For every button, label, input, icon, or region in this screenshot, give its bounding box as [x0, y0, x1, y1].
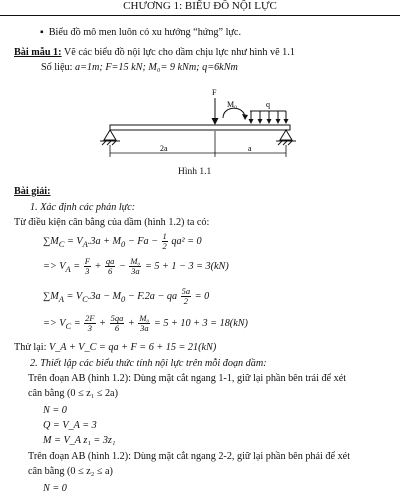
- bullet-line: [40, 27, 241, 38]
- bullet-icon: ▪: [40, 27, 44, 38]
- example-text: Vẽ các biểu đồ nội lực cho dầm chịu lực như hình vẽ 1.1: [61, 47, 295, 58]
- segment2-range: cân bằng (0 ≤ z₂ ≤ a): [28, 466, 113, 477]
- equilibrium-intro: Từ điều kiện cân bằng của dầm (hình 1.2) ta có:: [14, 217, 210, 228]
- force-F-arrowhead: [212, 118, 219, 125]
- step2-heading: 2. Thiết lập các biểu thức tính nội lực trên mỗi đoạn dầm:: [30, 358, 267, 369]
- check-line: Thử lại: V_A + V_C = qa + F = 6 + 15 = 21(kN): [14, 342, 217, 353]
- moment-M0-arc: [223, 108, 245, 118]
- label-q: q: [266, 100, 270, 109]
- segment2-N: N = 0: [43, 483, 67, 494]
- dimension-lines: [110, 131, 286, 157]
- segment1-N: N = 0: [43, 405, 67, 416]
- equation-sum-mc: $\sum M_C = V_A.3a + M_0 - Fa$ − $\frac{1}{2}$ qa² = 0: [43, 231, 202, 251]
- q-load-arrows: [249, 111, 289, 124]
- segment1-Q: Q = V_A = 3: [43, 420, 97, 431]
- beam: [110, 125, 290, 130]
- figure-caption: Hình 1.1: [178, 167, 212, 177]
- data-values: a=1m; F=15 kN; M₀= 9 kNm; q=6kNm: [74, 62, 238, 73]
- dim-a: a: [248, 144, 252, 153]
- example-data: [41, 62, 238, 73]
- bullet-text: Biểu đồ mô men luôn có xu hướng “hứng” lực.: [48, 27, 241, 38]
- label-F: F: [212, 88, 217, 97]
- step1-heading: 1. Xác định các phản lực:: [30, 202, 136, 213]
- support-right: [276, 130, 296, 145]
- label-M0: M₀: [227, 100, 237, 109]
- solution-title: Bài giải:: [14, 186, 51, 197]
- beam-figure: [90, 85, 320, 177]
- example-heading: [14, 47, 295, 58]
- segment1-description: Trên đoạn AB (hình 1.2): Dùng mặt cắt ngang 1-1, giữ lại phần bên trái để xét: [28, 373, 347, 384]
- equation-sum-ma: $\sum M_A = V_C.3a - M_0 - F.2a$ − qa $\frac{5a}{2}$ = 0: [43, 286, 210, 306]
- segment2-description: Trên đoạn AB (hình 1.2): Dùng mặt cắt ngang 2-2, giữ lại phần bên phải để xét: [28, 451, 351, 462]
- header-divider: [0, 15, 400, 16]
- segment1-range: cân bằng (0 ≤ z₁ ≤ 2a): [28, 388, 118, 399]
- equation-vc: => $V_C$ = $\frac{2F}{3}$ + $\frac{5qa}{6}$ + $\frac{\text{M₀}}{3a}$ = 5 + 10 + 3 = 18(kN): [43, 313, 248, 333]
- equation-va: => $V_A$ = $\frac{F}{3}$ + $\frac{qa}{6}$ − $\frac{\text{M₀}}{3a}$ = 5 + 1 − 3 = 3(kN): [43, 256, 229, 276]
- example-label: Bài mẫu 1:: [14, 47, 62, 58]
- data-prefix: Số liệu:: [41, 62, 75, 73]
- moment-M0-arrowhead: [242, 114, 248, 120]
- chapter-title: CHƯƠNG 1: BIỂU ĐỒ NỘI LỰC: [123, 0, 277, 12]
- segment1-M: M = V_A z₁ = 3z₁: [43, 435, 116, 446]
- support-left: [100, 130, 120, 145]
- dim-2a: 2a: [160, 144, 168, 153]
